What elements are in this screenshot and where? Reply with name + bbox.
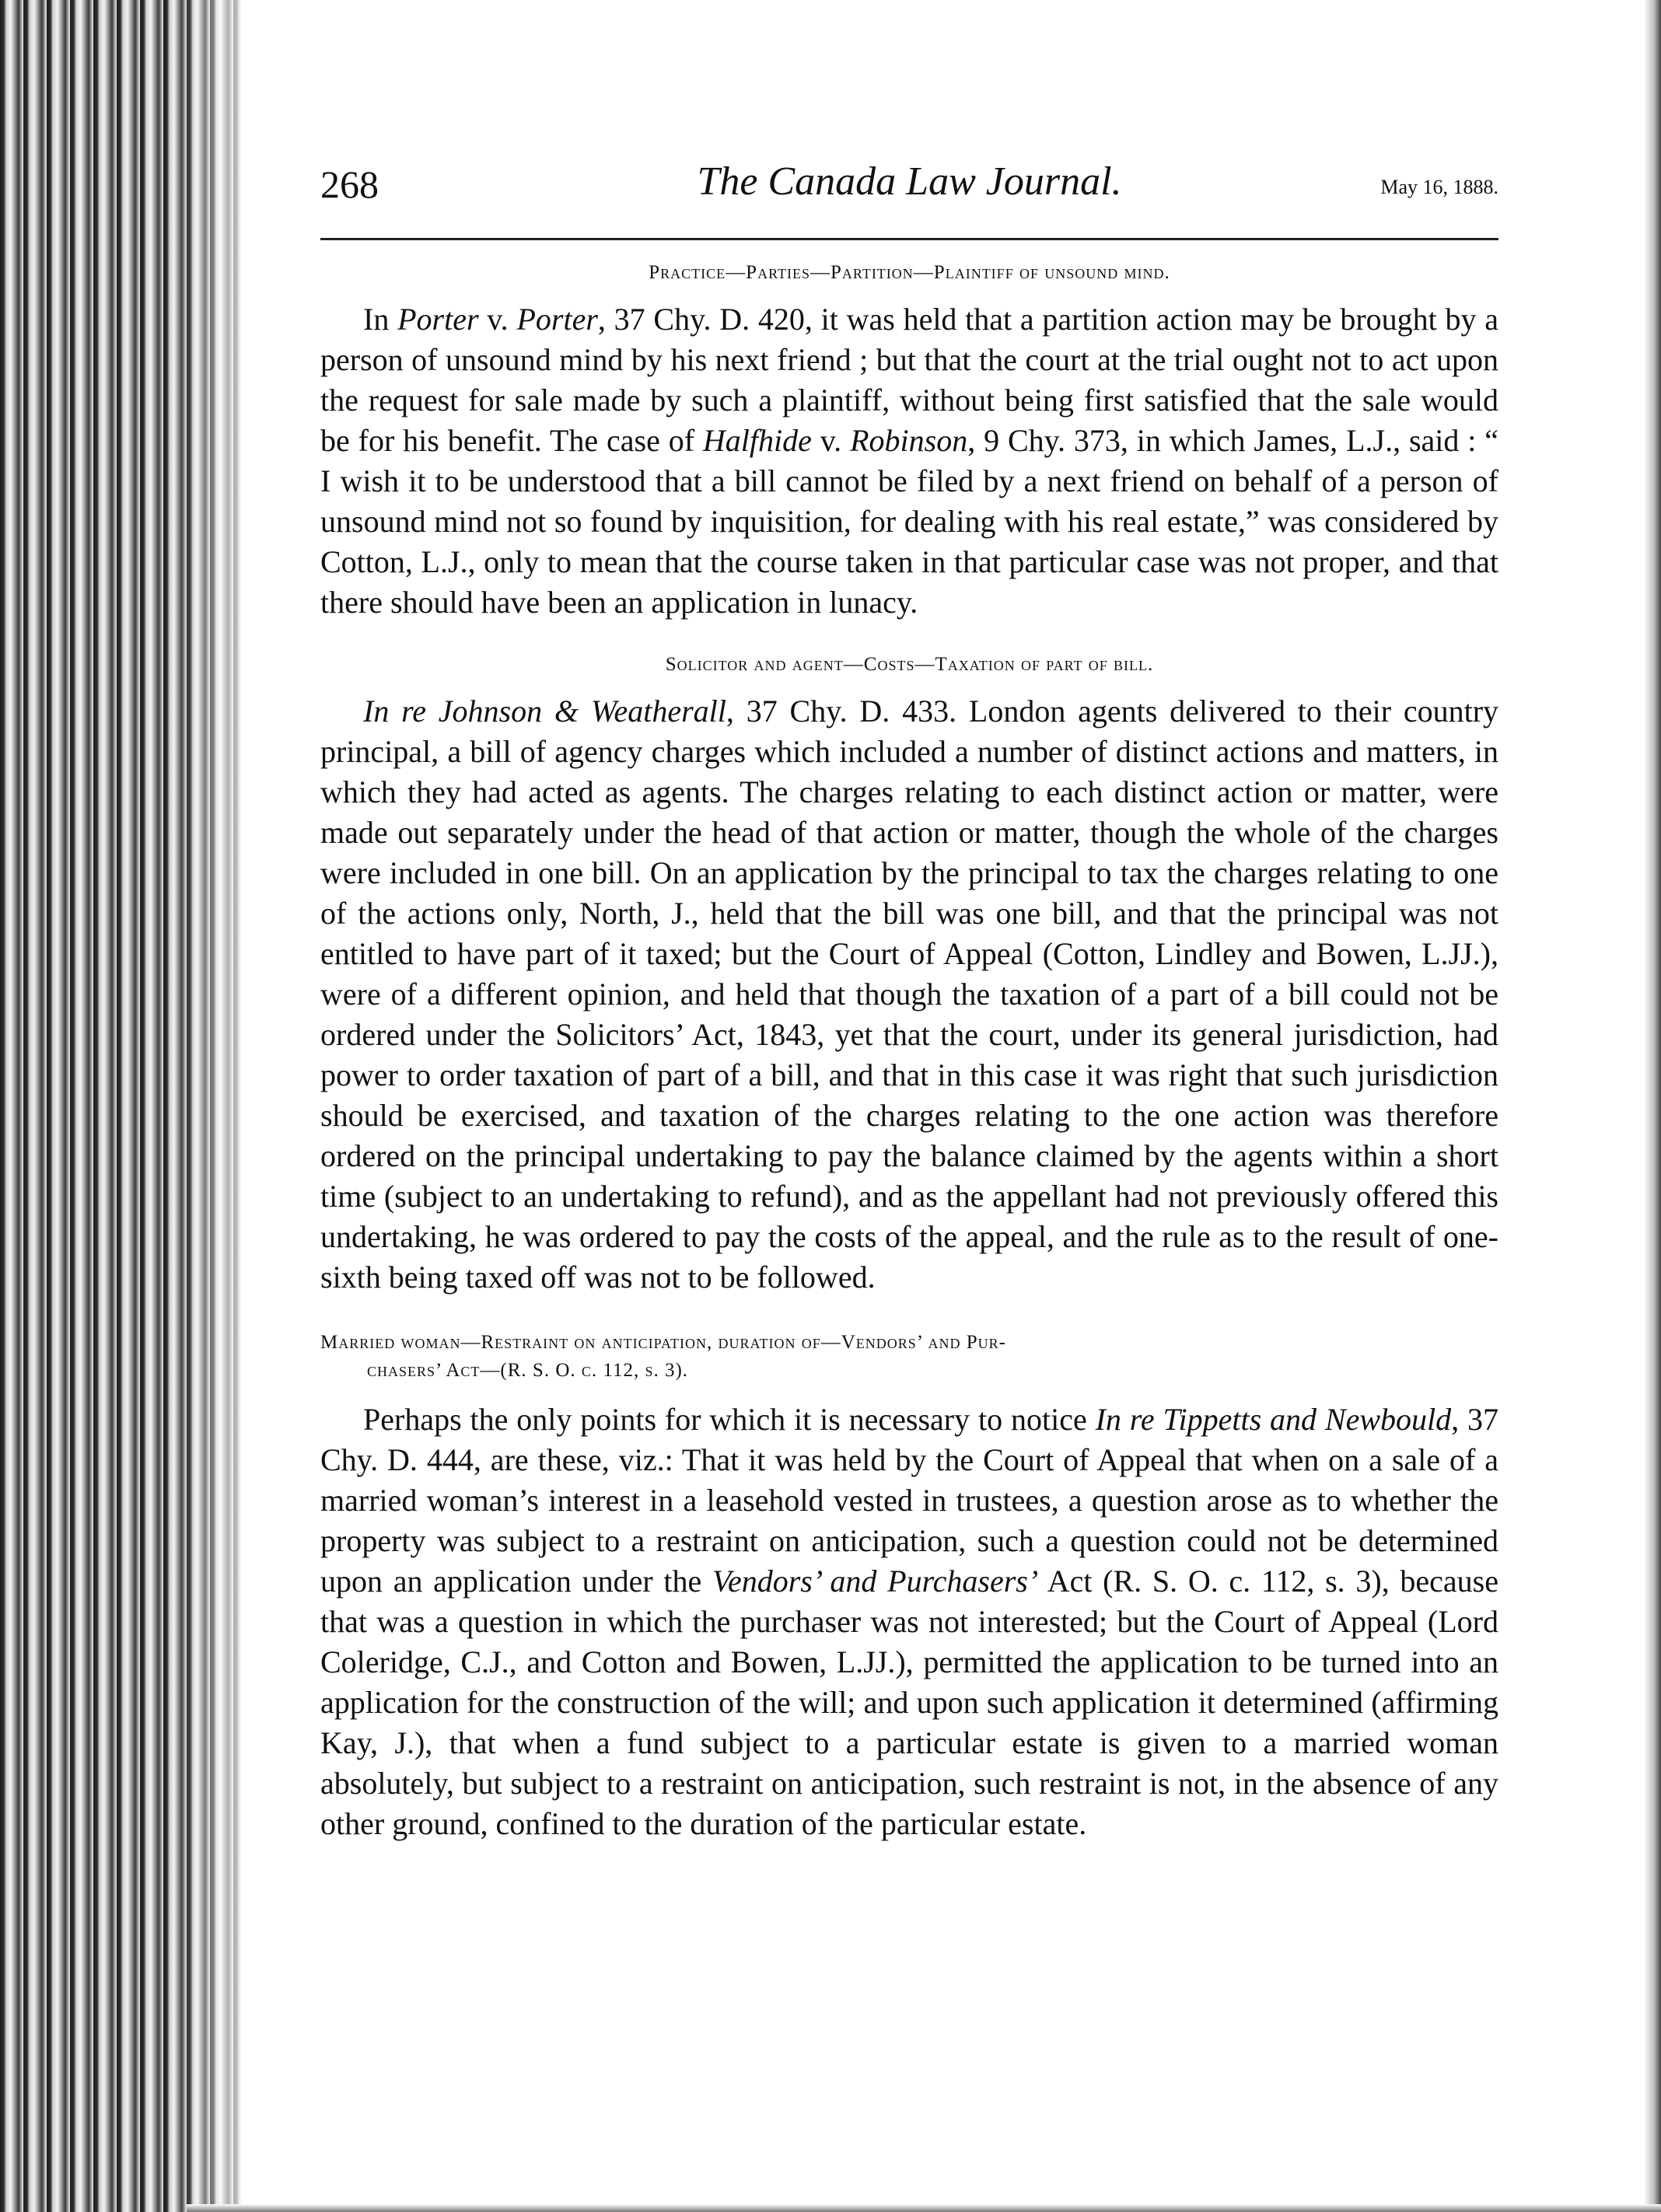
case-name: Porter	[516, 302, 598, 337]
section-heading-solicitor: Solicitor and agent—Costs—Taxation of part of bill.	[665, 654, 1154, 675]
section-body-solicitor: In re Johnson & Weatherall, 37 Chy. D. 433. London agents delivered to their country principal, a bill of agency charges which included a number of distinct actions and matters, in which they had acted as agents. The charges relating to each distinct action or matter, were made out separately under the head of that action or matter, though the whole of the charges were included in one bill. On an application by the principal to tax the charges relating to one of the actions only, North, J., held that the bill was one bill, and that the principal was not entitled to have part of it taxed; but the Court of Appeal (Cotton, Lindley and Bowen, L.JJ.), were of a different opinion, and held that though the taxation of a part of a bill could not be ordered under the Solicitors’ Act, 1843, yet that the court, under its general jurisdiction, had power to order taxation of part of a bill, and that in this case it was right that such jurisdiction should be exercised, and taxation of the charges relating to the one action was therefore ordered on the principal undertaking to pay the balance claimed by the agents within a short time (subject to an undertaking to refund), and as the appellant had not previously offered this undertaking, he was ordered to pay the costs of the appeal, and the rule as to the result of one-sixth being taxed off was not to be followed.	[320, 694, 1499, 1295]
binding-shadow	[179, 0, 264, 2212]
case-name: Halfhide	[702, 423, 812, 458]
issue-date: May 16, 1888.	[1380, 176, 1498, 198]
case-name: Robinson	[850, 423, 968, 458]
journal-title: The Canada Law Journal.	[697, 159, 1122, 204]
case-name: In re Johnson & Weatherall	[363, 694, 726, 729]
page-right-edge	[1644, 0, 1661, 2212]
case-name: Porter	[397, 302, 479, 337]
section-body-married-woman: Perhaps the only points for which it is necessary to notice In re Tippetts and Newbould, 37 Chy. D. 444, are these, viz.: That it was held by the Court of Appeal that when on a sale of a married woman’s interest in a leasehold vested in trustees, a question arose as to whether the property was subject to a restraint on anticipation, such a question could not be determined upon an application under the Vendors’ and Purchasers’ Act (R. S. O. c. 112, s. 3), because that was a question in which the purchaser was not interested; but the Court of Appeal (Lord Coleridge, C.J., and Cotton and Bowen, L.JJ.), permitted the application to be turned into an application for the construction of the will; and upon such application it determined (affirming Kay, J.), that when a fund subject to a particular estate is given to a married woman absolutely, but subject to a restraint on anticipation, such restraint is not, in the absence of any other ground, confined to the duration of the particular estate.	[320, 1402, 1499, 1841]
page-number: 268	[320, 162, 379, 206]
page-header	[320, 156, 1498, 240]
case-name: In re Tippetts and Newbould	[1095, 1402, 1452, 1437]
act-name: Vendors’ and Purchasers’	[712, 1564, 1039, 1599]
section-heading-married-woman: Married woman—Restraint on anticipation, duration of—Vendors’ and Pur- chasers’ Act—(R. S. O. c. 112, s. 3).	[320, 1332, 1006, 1381]
page-bottom-edge	[187, 2204, 1661, 2212]
section-body-practice: In Porter v. Porter, 37 Chy. D. 420, it was held that a partition action may be brought by a person of unsound mind by his next friend ; but that the court at the trial ought not to act upon the request for sale made by such a plaintiff, without being first satisfied that the sale would be for his benefit. The case of Halfhide v. Robinson, 9 Chy. 373, in which James, L.J., said : “ I wish it to be understood that a bill cannot be filed by a next friend on behalf of a person of unsound mind not so found by inquisition, for dealing with his real estate,” was considered by Cotton, L.J., only to mean that the course taken in that particular case was not proper, and that there should have been an application in lunacy.	[320, 302, 1499, 620]
journal-page	[320, 156, 1498, 1844]
section-heading-practice: Practice—Parties—Partition—Plaintiff of unsound mind.	[649, 262, 1170, 283]
